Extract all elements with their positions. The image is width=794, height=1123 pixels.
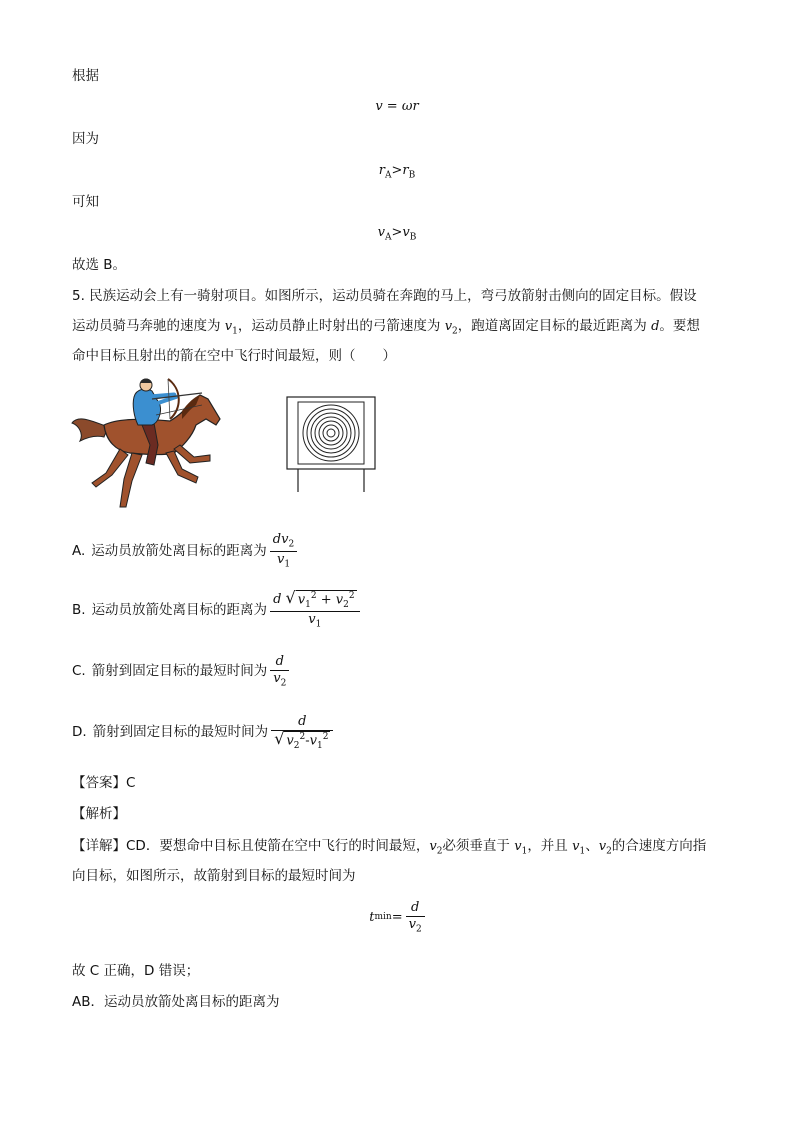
question-5-line-1: 5. 民族运动会上有一骑射项目。如图所示，运动员骑在奔跑的马上，弯弓放箭射击侧向的固定目标。假设 xyxy=(72,288,697,304)
formula-r: r xyxy=(402,163,409,178)
option-c-text: 箭射到固定目标的最短时间为 xyxy=(91,663,268,680)
question-5-line-3: 命中目标且射出的箭在空中飞行时间最短，则（ ） xyxy=(72,348,396,364)
formula-v: v xyxy=(402,225,410,240)
option-a-label: A. xyxy=(72,542,86,559)
formula-sub: B xyxy=(408,170,416,181)
option-c-formula: $\frac{d}{v_2}$ xyxy=(270,654,289,691)
option-d-label: D. xyxy=(72,724,87,741)
option-a[interactable] xyxy=(72,532,297,571)
question-5-line-2 xyxy=(72,318,700,338)
formula-gt: > xyxy=(391,163,403,178)
formula-v: v xyxy=(375,99,383,114)
answer-label: 【答案】C xyxy=(72,775,136,791)
option-d[interactable] xyxy=(72,714,333,752)
horse-body xyxy=(104,395,220,455)
q-text: ，跑道离固定目标的最近距离为 xyxy=(457,318,652,334)
detail-line-2: 向目标，如图所示，故箭射到目标的最短时间为 xyxy=(72,868,356,884)
option-c[interactable] xyxy=(72,654,289,691)
var-d: d xyxy=(651,319,660,334)
option-c-label: C. xyxy=(72,663,86,680)
formula-sub: B xyxy=(409,232,417,243)
horse-leg xyxy=(174,445,210,463)
text-genju: 根据 xyxy=(72,68,99,84)
formula-v-omega-r xyxy=(0,99,794,116)
formula-tmin: t min = $\frac{d}{v_2}$ xyxy=(0,900,794,937)
formula-va-gt-vb xyxy=(0,225,794,244)
rider-hair xyxy=(140,379,152,384)
formula-eq: = xyxy=(382,99,402,114)
option-d-formula: d √ $v_2^2-v_1^2$ xyxy=(271,714,333,752)
text-kezhi: 可知 xyxy=(72,194,99,210)
conclusion-line: 故 C 正确，D 错误； xyxy=(72,963,200,979)
target-face xyxy=(298,402,364,464)
q-text: 。要想 xyxy=(659,318,700,334)
formula-sub: A xyxy=(384,232,392,243)
ab-line: AB．运动员放箭处离目标的距离为 xyxy=(72,994,280,1010)
text-yinwei: 因为 xyxy=(72,131,99,147)
formula-v: v xyxy=(377,225,385,240)
q-text: 运动员骑马奔驰的速度为 xyxy=(72,318,225,334)
horse-archer-icon xyxy=(70,375,230,515)
formula-ra-gt-rb xyxy=(0,163,794,182)
formula-gt: > xyxy=(391,225,403,240)
formula-sub: A xyxy=(384,170,392,181)
formula-r: r xyxy=(378,163,385,178)
analysis-label: 【解析】 xyxy=(72,806,126,822)
formula-omega-r: ωr xyxy=(401,99,419,114)
option-a-text: 运动员放箭处离目标的距离为 xyxy=(91,542,267,559)
text-gu-xuan-b: 故选 B。 xyxy=(72,257,127,273)
var-v2: $v_2$ xyxy=(444,319,458,337)
q-text: ，运动员静止时射出的弓箭速度为 xyxy=(237,318,445,334)
option-d-text: 箭射到固定目标的最短时间为 xyxy=(92,724,269,741)
horse-leg xyxy=(92,449,128,487)
option-a-formula: $\frac{dv_2}{v_1}$ xyxy=(270,532,297,571)
option-b[interactable] xyxy=(72,590,360,631)
horse-tail xyxy=(72,419,108,441)
option-b-formula: d √ $v_1^2 + v_2^2$ $v_1$ xyxy=(270,590,360,631)
var-v1: $v_1$ xyxy=(224,319,238,337)
target-board-icon xyxy=(286,396,378,494)
detail-line-1: 【详解】CD．要想命中目标且使箭在空中飞行的时间最短，$v_2$必须垂直于 $v_1$，并且 $v_1$、$v_2$的合速度方向指 xyxy=(72,838,707,857)
option-b-text: 运动员放箭处离目标的距离为 xyxy=(91,601,268,618)
option-b-label: B. xyxy=(72,601,86,618)
